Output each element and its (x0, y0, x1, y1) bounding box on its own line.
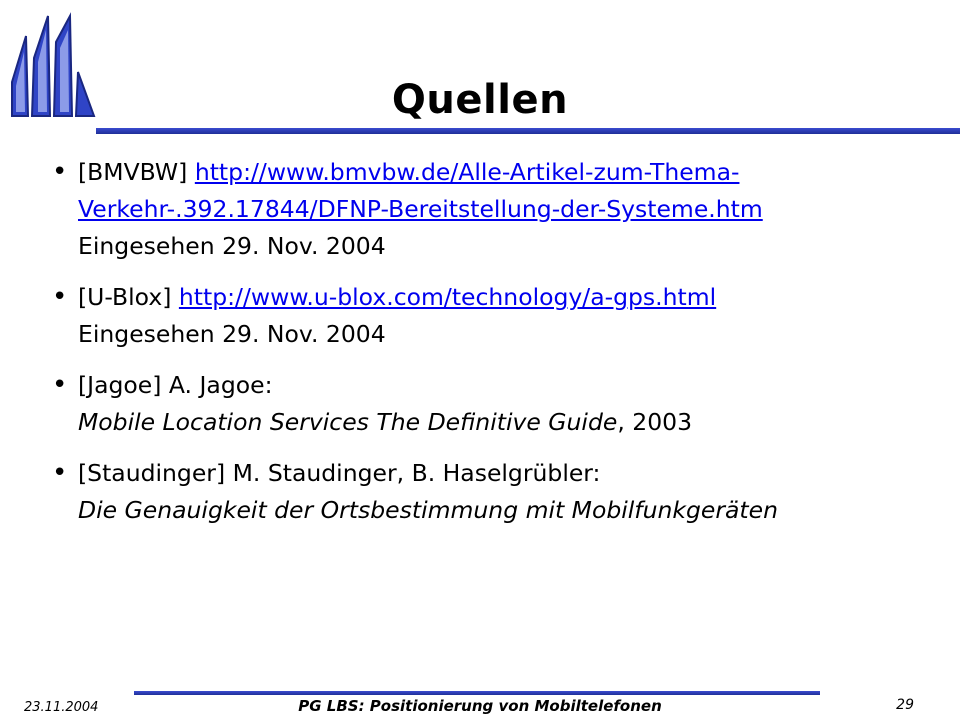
bullet-icon: • (52, 370, 68, 400)
slide-title: Quellen (391, 77, 569, 123)
footer-title: PG LBS: Positionierung von Mobiltelefonen (298, 697, 662, 715)
reference-author: [Staudinger] M. Staudinger, B. Haselgrübler: (78, 459, 601, 487)
page-number: 29 (896, 697, 914, 713)
bullet-icon: • (52, 282, 68, 312)
reference-title: Die Genauigkeit der Ortsbestimmung mit Mobilfunkgeräten (78, 496, 778, 524)
bullet-icon: • (52, 157, 68, 187)
reference-link[interactable]: http://www.u-blox.com/technology/a-gps.html (178, 283, 717, 311)
footer-date: 23.11.2004 (24, 700, 99, 715)
reference-note: Eingesehen 29. Nov. 2004 (78, 232, 386, 260)
reference-list (42, 154, 942, 543)
reference-note: Eingesehen 29. Nov. 2004 (78, 320, 386, 348)
reference-author: [Jagoe] A. Jagoe: (78, 371, 273, 399)
title-divider (96, 128, 960, 134)
reference-link-continued[interactable]: Verkehr-.392.17844/DFNP-Bereitstellung-der-Systeme.htm (78, 195, 763, 223)
reference-item (42, 367, 942, 441)
bullet-icon: • (52, 458, 68, 488)
reference-item (42, 455, 942, 529)
footer-divider (134, 691, 820, 695)
reference-year: , 2003 (617, 408, 693, 436)
reference-title: Mobile Location Services The Definitive Guide (78, 408, 618, 436)
reference-key: [U-Blox] (78, 283, 172, 311)
reference-item (42, 279, 942, 353)
reference-link[interactable]: http://www.bmvbw.de/Alle-Artikel-zum-Thema- (194, 158, 740, 186)
reference-item (42, 154, 942, 265)
reference-key: [BMVBW] (78, 158, 188, 186)
